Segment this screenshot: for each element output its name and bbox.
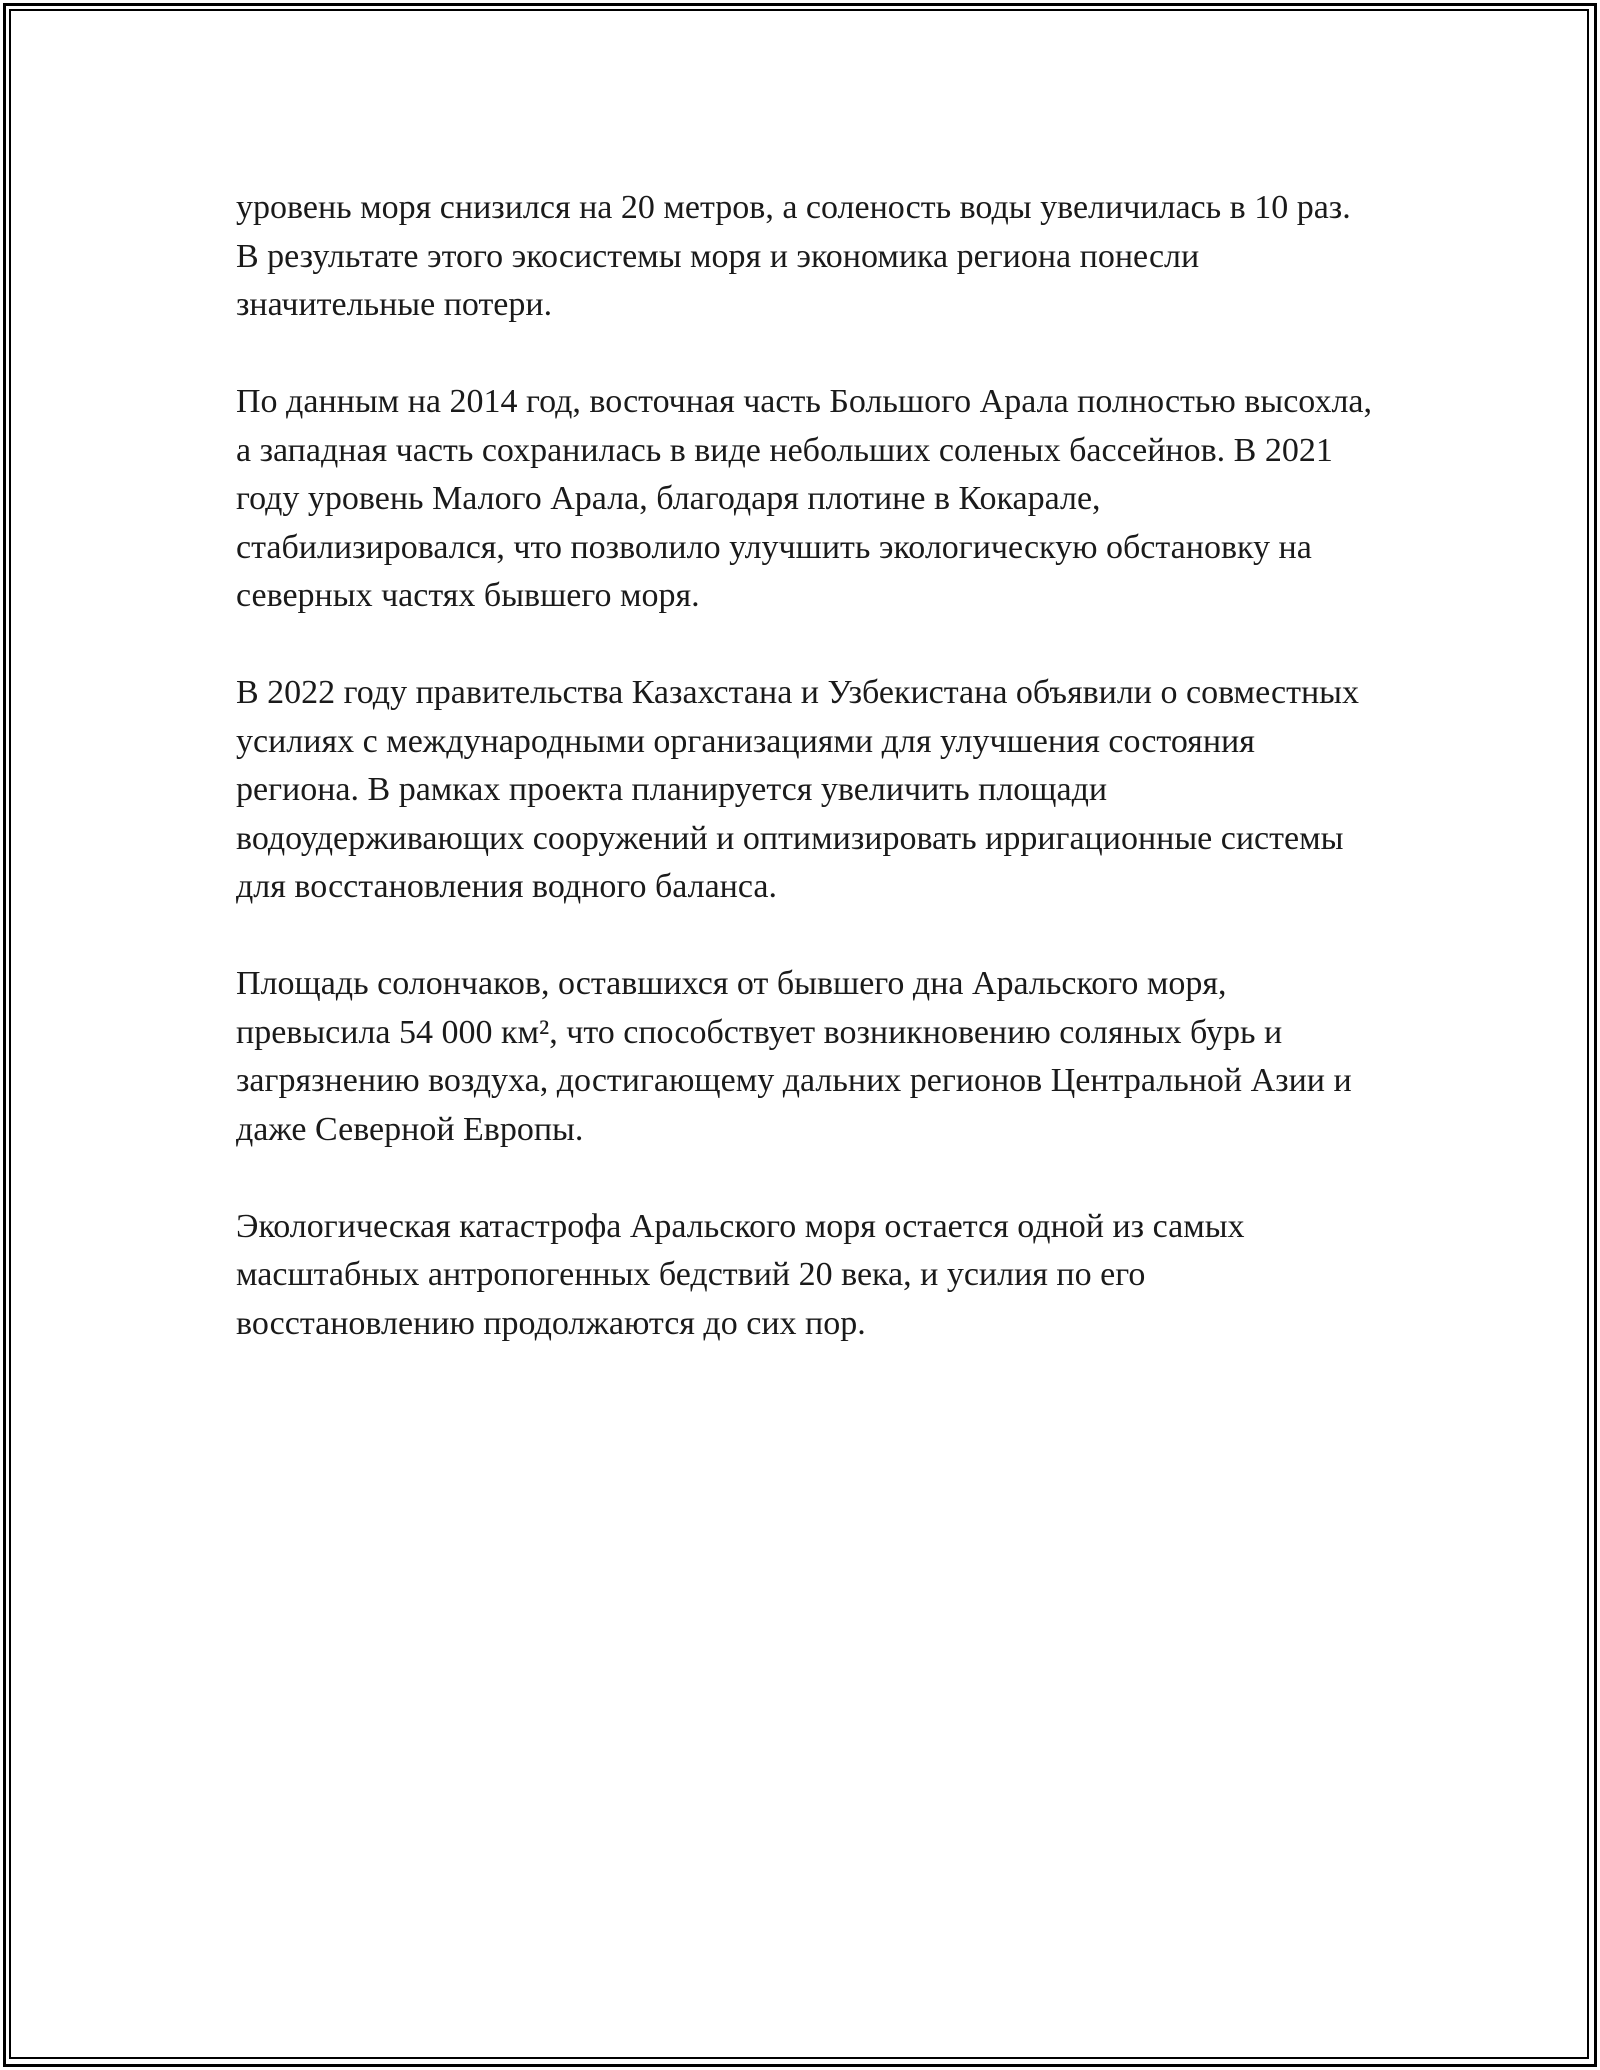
paragraph-salt-marshes: Площадь солончаков, оставшихся от бывшего дна Аральского моря, превысила 54 000 км², что способствует возникновению соляных бурь и загрязнению воздуха, достигающему дальних регионов Центральной Азии и даже Северной Европы. [236,965,1352,1148]
paragraph-2014-status: По данным на 2014 год, восточная часть Большого Арала полностью высохла, а западная часть сохранилась в виде небольших соленых бассейнов. В 2021 году уровень Малого Арала, благодаря плотине в Кокарале, стабилизировался, что позволило улучшить экологическую обстановку на северных частях бывшего моря. [236,383,1372,614]
paragraph-sea-level: уровень моря снизился на 20 метров, а соленость воды увеличилась в 10 раз. В результате этого экосистемы моря и экономика региона понесли значительные потери. [236,189,1351,323]
document-body [236,184,1376,1397]
paragraph-2022-initiative: В 2022 году правительства Казахстана и Узбекистана объявили о совместных усилиях с международными организациями для улучшения состояния региона. В рамках проекта планируется увеличить площади водоудерживающих сооружений и оптимизировать ирригационные системы для восстановления водного баланса. [236,674,1359,905]
paragraph-conclusion: Экологическая катастрофа Аральского моря остается одной из самых масштабных антропогенных бедствий 20 века, и усилия по его восстановлению продолжаются до сих пор. [236,1207,1245,1342]
